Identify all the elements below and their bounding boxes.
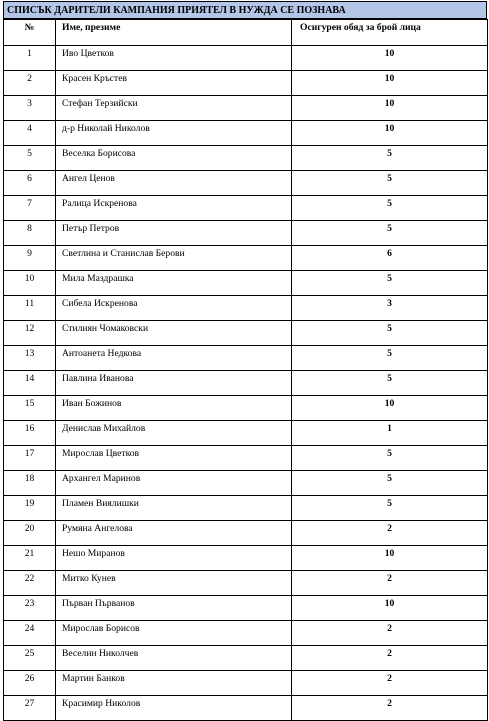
- table-row: [4, 71, 488, 96]
- row-number: 11: [4, 296, 56, 321]
- header-name: Име, презиме: [56, 20, 292, 46]
- table-row: [4, 321, 488, 346]
- table-row: [4, 446, 488, 471]
- row-number: 22: [4, 571, 56, 596]
- row-meals: 2: [292, 646, 488, 671]
- table-row: [4, 146, 488, 171]
- row-number: 23: [4, 596, 56, 621]
- table-row: [4, 371, 488, 396]
- row-meals: 10: [292, 396, 488, 421]
- row-name: Павлина Иванова: [56, 371, 292, 396]
- table-row: [4, 571, 488, 596]
- table-row: [4, 521, 488, 546]
- row-number: 12: [4, 321, 56, 346]
- table-header-row: [4, 20, 488, 46]
- row-name: Красен Кръстев: [56, 71, 292, 96]
- table-row: [4, 246, 488, 271]
- row-name: Денислав Михайлов: [56, 421, 292, 446]
- document-title: СПИСЪК ДАРИТЕЛИ КАМПАНИЯ ПРИЯТЕЛ В НУЖДА СЕ ПОЗНАВА: [3, 1, 487, 19]
- row-number: 14: [4, 371, 56, 396]
- row-number: 3: [4, 96, 56, 121]
- row-number: 1: [4, 46, 56, 71]
- row-number: 24: [4, 621, 56, 646]
- row-name: Митко Кунев: [56, 571, 292, 596]
- header-meals: Осигурен обяд за брой лица: [292, 20, 488, 46]
- table-row: [4, 96, 488, 121]
- table-row: [4, 271, 488, 296]
- header-number: №: [4, 20, 56, 46]
- row-meals: 10: [292, 96, 488, 121]
- row-number: 27: [4, 696, 56, 721]
- row-name: д-р Николай Николов: [56, 121, 292, 146]
- row-meals: 6: [292, 246, 488, 271]
- row-number: 6: [4, 171, 56, 196]
- row-name: Светлина и Станислав Берови: [56, 246, 292, 271]
- row-meals: 2: [292, 621, 488, 646]
- row-meals: 5: [292, 271, 488, 296]
- row-name: Мирослав Цветков: [56, 446, 292, 471]
- row-meals: 5: [292, 346, 488, 371]
- table-row: [4, 296, 488, 321]
- table-row: [4, 546, 488, 571]
- row-number: 20: [4, 521, 56, 546]
- row-name: Мила Маздрашка: [56, 271, 292, 296]
- table-body: [4, 46, 488, 721]
- row-meals: 10: [292, 596, 488, 621]
- row-number: 7: [4, 196, 56, 221]
- row-name: Антоанета Недкова: [56, 346, 292, 371]
- row-name: Веселин Николчев: [56, 646, 292, 671]
- row-number: 5: [4, 146, 56, 171]
- row-number: 21: [4, 546, 56, 571]
- row-number: 17: [4, 446, 56, 471]
- row-name: Иво Цветков: [56, 46, 292, 71]
- row-number: 19: [4, 496, 56, 521]
- table-row: [4, 346, 488, 371]
- row-number: 2: [4, 71, 56, 96]
- row-name: Стилиян Чомаковски: [56, 321, 292, 346]
- row-name: Иван Божинов: [56, 396, 292, 421]
- row-name: Красимир Николов: [56, 696, 292, 721]
- row-number: 18: [4, 471, 56, 496]
- table-row: [4, 46, 488, 71]
- row-meals: 2: [292, 521, 488, 546]
- row-meals: 10: [292, 546, 488, 571]
- row-meals: 5: [292, 496, 488, 521]
- row-name: Мирослав Борисов: [56, 621, 292, 646]
- row-meals: 2: [292, 571, 488, 596]
- row-name: Първан Първанов: [56, 596, 292, 621]
- table-row: [4, 696, 488, 721]
- table-row: [4, 421, 488, 446]
- row-number: 8: [4, 221, 56, 246]
- row-number: 15: [4, 396, 56, 421]
- row-number: 13: [4, 346, 56, 371]
- row-name: Пламен Виялишки: [56, 496, 292, 521]
- row-meals: 5: [292, 471, 488, 496]
- table-row: [4, 196, 488, 221]
- row-meals: 2: [292, 696, 488, 721]
- table-row: [4, 646, 488, 671]
- row-name: Ангел Ценов: [56, 171, 292, 196]
- row-name: Петър Петров: [56, 221, 292, 246]
- row-number: 16: [4, 421, 56, 446]
- row-number: 26: [4, 671, 56, 696]
- row-meals: 3: [292, 296, 488, 321]
- table-row: [4, 221, 488, 246]
- table-row: [4, 171, 488, 196]
- row-name: Нешо Миранов: [56, 546, 292, 571]
- row-name: Мартин Банков: [56, 671, 292, 696]
- row-meals: 5: [292, 171, 488, 196]
- table-row: [4, 471, 488, 496]
- row-name: Архангел Маринов: [56, 471, 292, 496]
- row-number: 25: [4, 646, 56, 671]
- table-row: [4, 621, 488, 646]
- donor-table: [3, 19, 488, 721]
- row-meals: 5: [292, 146, 488, 171]
- row-meals: 10: [292, 121, 488, 146]
- row-number: 9: [4, 246, 56, 271]
- row-meals: 5: [292, 371, 488, 396]
- row-meals: 5: [292, 196, 488, 221]
- row-name: Сибела Искренова: [56, 296, 292, 321]
- row-meals: 5: [292, 321, 488, 346]
- row-name: Румяна Ангелова: [56, 521, 292, 546]
- row-meals: 5: [292, 221, 488, 246]
- row-meals: 10: [292, 46, 488, 71]
- row-number: 4: [4, 121, 56, 146]
- row-name: Ралица Искренова: [56, 196, 292, 221]
- row-meals: 2: [292, 671, 488, 696]
- row-meals: 5: [292, 446, 488, 471]
- table-row: [4, 671, 488, 696]
- table-row: [4, 596, 488, 621]
- row-meals: 1: [292, 421, 488, 446]
- row-name: Веселка Борисова: [56, 146, 292, 171]
- donor-list-sheet: [3, 1, 487, 721]
- row-name: Стефан Терзийски: [56, 96, 292, 121]
- table-row: [4, 496, 488, 521]
- row-meals: 10: [292, 71, 488, 96]
- row-number: 10: [4, 271, 56, 296]
- table-row: [4, 396, 488, 421]
- table-row: [4, 121, 488, 146]
